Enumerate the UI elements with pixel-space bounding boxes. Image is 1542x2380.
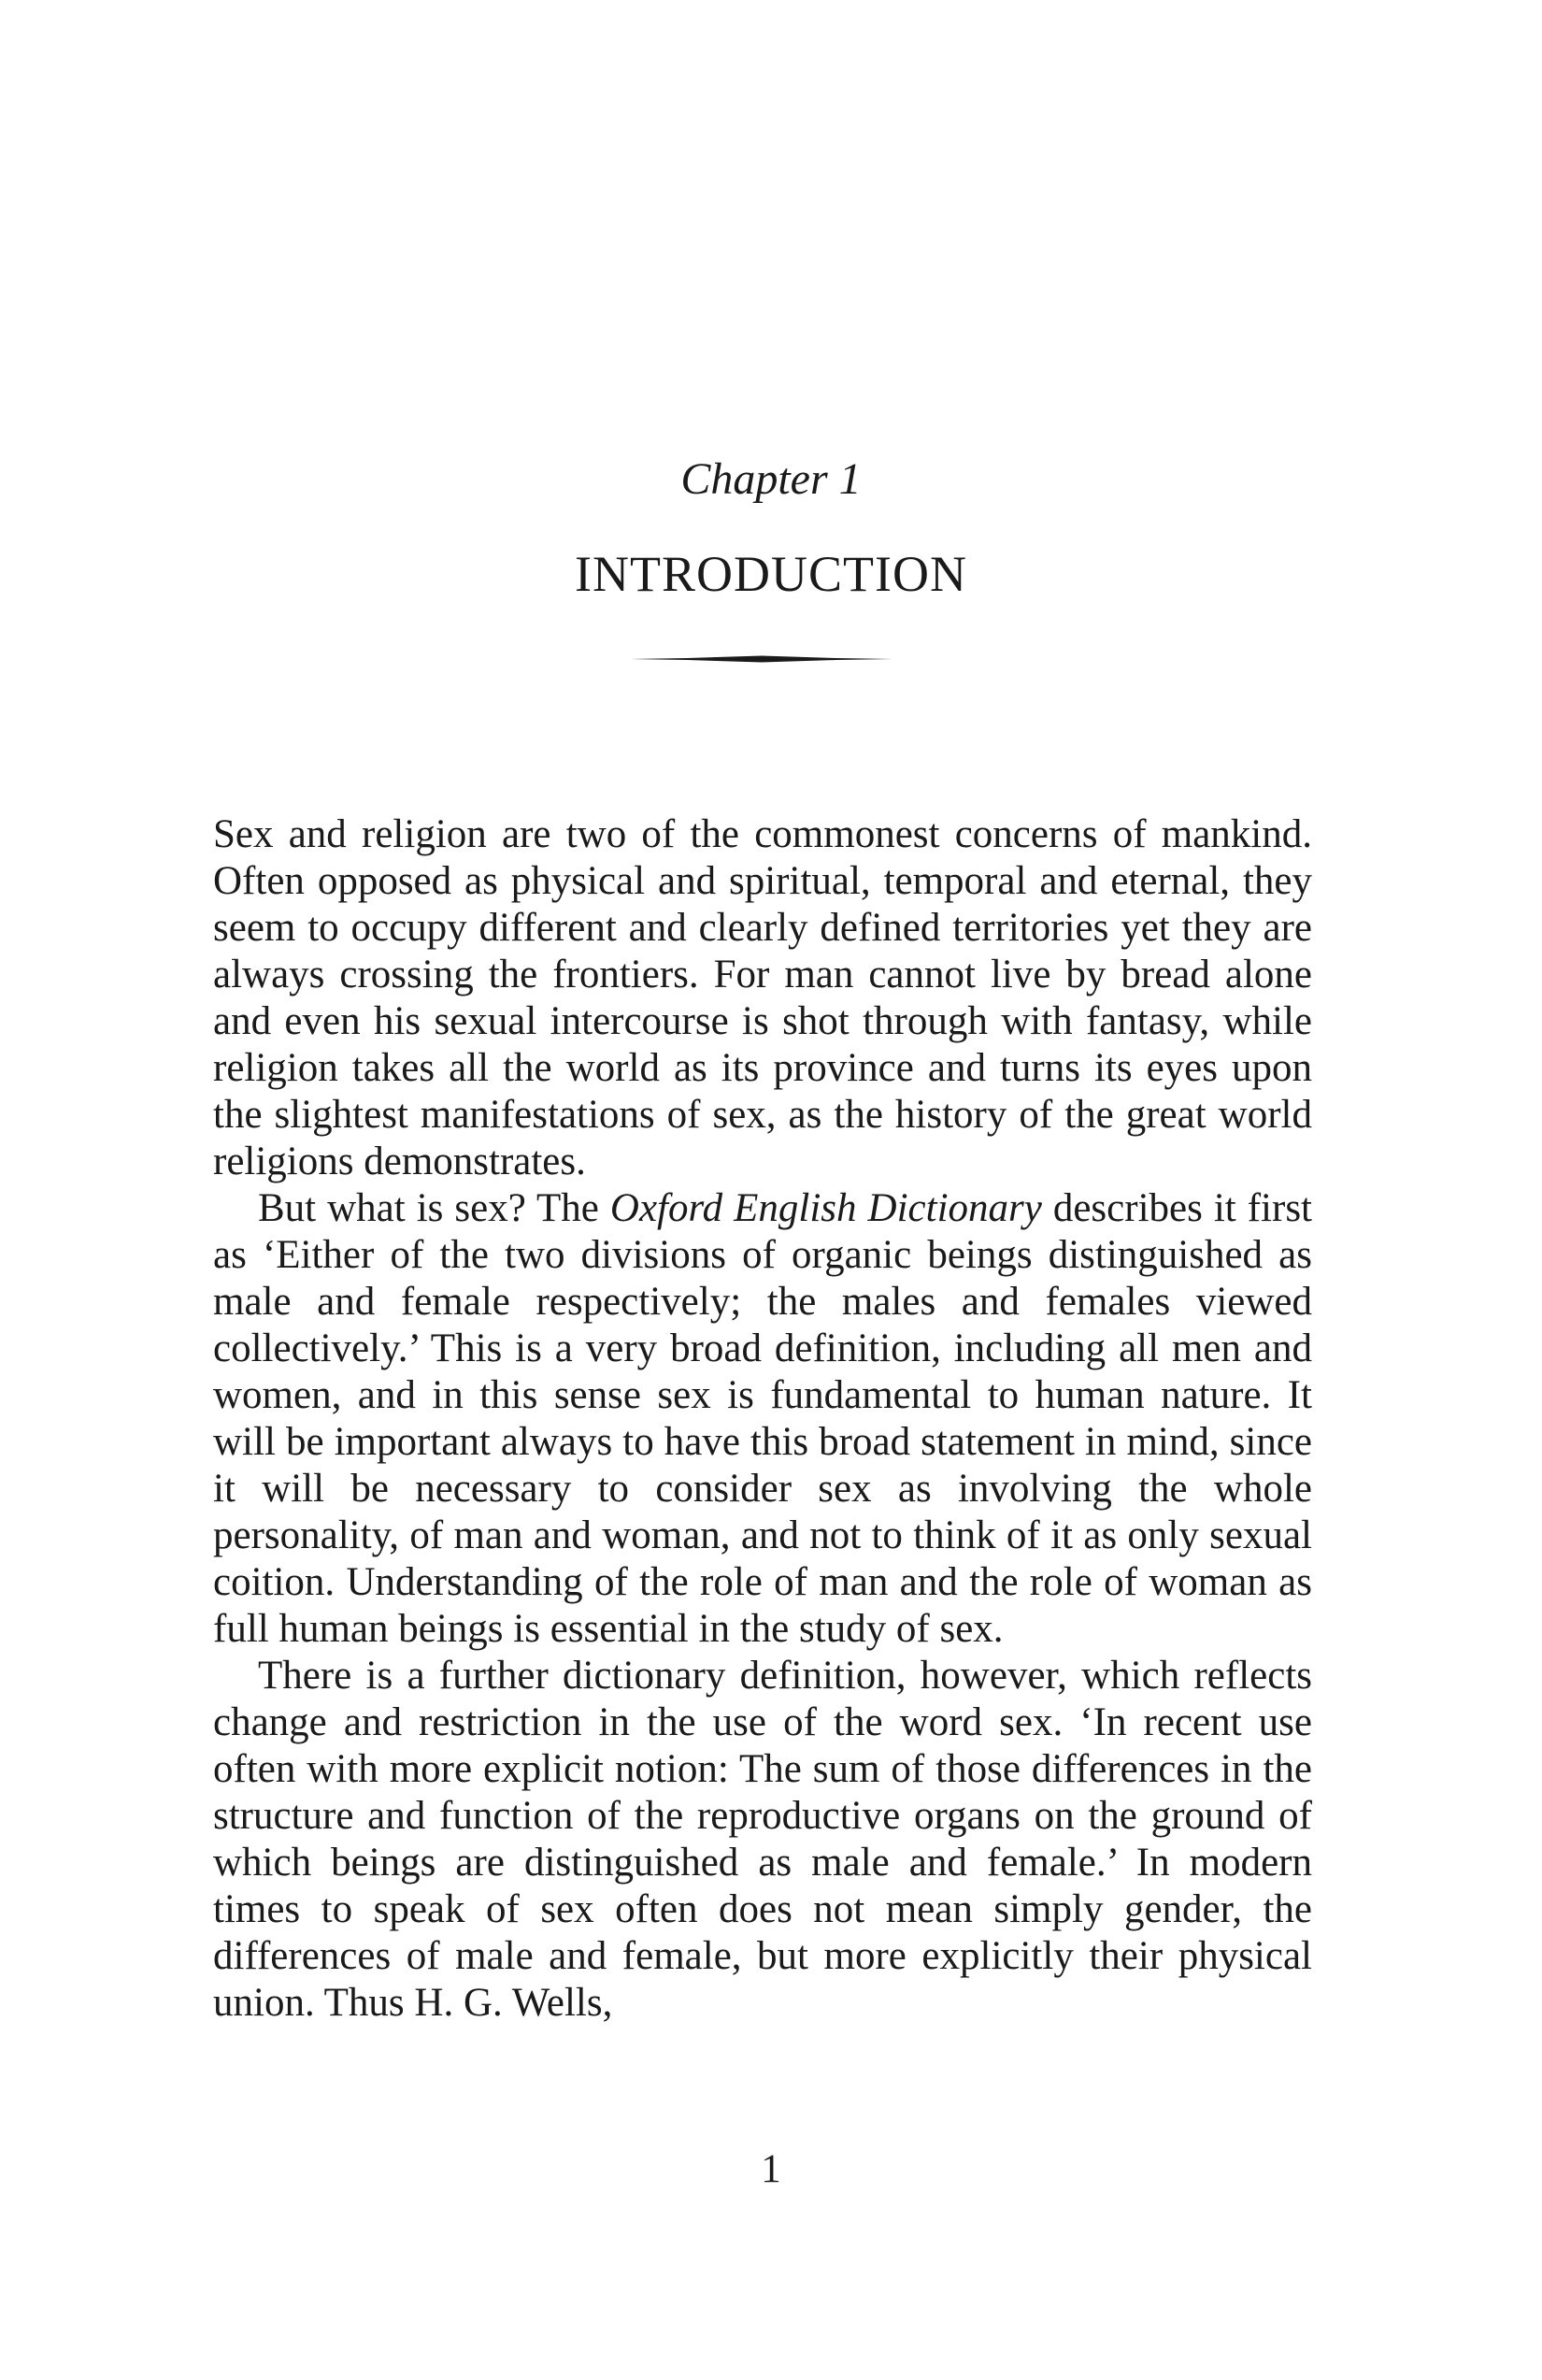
paragraph-3: There is a further dictionary definition, however, which reflects change and restriction in the use of the word sex. ‘In recent use often with more explicit notion: The sum of those differences in the structure and function of the reproductive organs on the ground of which beings are distinguished as male and female.’ In modern times to speak of sex often does not mean simply gender, the differences of male and female, but more explicitly their physical union. Thus H. G. Wells,: [213, 1654, 1312, 2025]
ornamental-rule: [631, 655, 892, 663]
chapter-label: Chapter 1: [680, 454, 862, 504]
paragraph-2: [213, 1185, 1312, 1653]
chapter-title: INTRODUCTION: [575, 546, 967, 602]
book-title: Oxford English Dictionary: [609, 1186, 1042, 1230]
paragraph-2-lead: But what is sex? The: [258, 1186, 610, 1230]
page-number: 1: [761, 2147, 781, 2191]
paragraph-2-rest: describes it first as ‘Either of the two divisions of organic beings distinguished as male and female respectively; the males and females viewed collectively.’ This is a very broad definition, including all men and women, and in this sense sex is fundamental to human nature. It will be important always to have this broad statement in mind, since it will be necessary to consider sex as involving the whole personality, of man and woman, and not to think of it as only sexual coition. Understanding of the role of man and the role of woman as full human beings is essential in the study of sex.: [213, 1186, 1313, 1651]
paragraph-1: Sex and religion are two of the commonest concerns of mankind. Often opposed as physical and spiritual, temporal and eternal, they seem to occupy different and clearly defined territories yet they are always crossing the frontiers. For man cannot live by bread alone and even his sexual intercourse is shot through with fantasy, while religion takes all the world as its province and turns its eyes upon the slightest manifestations of sex, as the history of the great world religions demonstrates.: [213, 812, 1312, 1183]
body-text: [213, 811, 1312, 2027]
